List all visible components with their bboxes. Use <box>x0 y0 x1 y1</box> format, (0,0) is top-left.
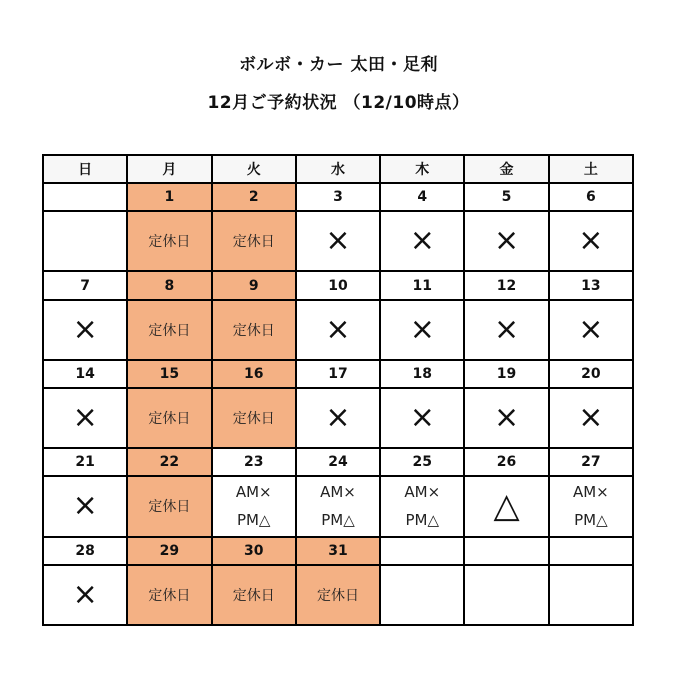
date-cell: 9 <box>212 271 296 299</box>
weekday-header: 木 <box>380 155 464 183</box>
am-status: AM× <box>404 483 441 502</box>
cross-mark-icon: × <box>325 400 351 436</box>
status-row <box>43 211 633 271</box>
am-status: AM× <box>320 483 356 502</box>
am-status: AM× <box>572 483 609 502</box>
closed-label: 定休日 <box>148 587 191 604</box>
fully-booked-cell <box>549 300 633 360</box>
date-cell: 2 <box>212 183 296 211</box>
cross-mark-icon: × <box>325 223 351 259</box>
date-cell: 7 <box>43 271 127 299</box>
date-cell: 26 <box>464 448 548 476</box>
date-cell: 30 <box>212 537 296 565</box>
am-pm-status-cell <box>212 476 296 536</box>
closed-label: 定休日 <box>148 411 191 428</box>
date-cell <box>43 183 127 211</box>
pm-status: PM△ <box>574 511 608 530</box>
fully-booked-cell <box>549 388 633 448</box>
date-cell: 15 <box>127 360 211 388</box>
pm-status: PM△ <box>236 511 271 530</box>
closed-day-cell <box>296 565 380 625</box>
date-row <box>43 360 633 388</box>
date-cell: 11 <box>380 271 464 299</box>
date-cell: 12 <box>464 271 548 299</box>
fully-booked-cell <box>464 211 548 271</box>
closed-day-cell <box>212 388 296 448</box>
pm-status: PM△ <box>321 511 355 530</box>
cross-mark-icon: × <box>325 311 351 347</box>
weekday-header: 火 <box>212 155 296 183</box>
cross-mark-icon: × <box>72 400 98 436</box>
fully-booked-cell <box>296 211 380 271</box>
date-cell: 20 <box>549 360 633 388</box>
date-cell: 27 <box>549 448 633 476</box>
triangle-mark-icon: △ <box>493 486 520 527</box>
closed-label: 定休日 <box>148 234 191 251</box>
date-row <box>43 537 633 565</box>
closed-label: 定休日 <box>232 322 275 339</box>
weekday-header: 土 <box>549 155 633 183</box>
date-cell <box>549 537 633 565</box>
cross-mark-icon: × <box>578 223 604 259</box>
cross-mark-icon: × <box>409 311 435 347</box>
closed-label: 定休日 <box>232 411 275 428</box>
page-title: ボルボ・カー 太田・足利 <box>239 55 438 75</box>
cross-mark-icon: × <box>72 576 98 612</box>
closed-day-cell <box>212 211 296 271</box>
status-row <box>43 476 633 536</box>
weekday-header: 水 <box>296 155 380 183</box>
cross-mark-icon: × <box>493 223 520 259</box>
closed-day-cell <box>127 476 211 536</box>
date-cell: 8 <box>127 271 211 299</box>
fully-booked-cell <box>380 300 464 360</box>
date-row <box>43 183 633 211</box>
empty-cell <box>464 565 548 625</box>
closed-day-cell <box>127 388 211 448</box>
fully-booked-cell <box>43 388 127 448</box>
status-row <box>43 565 633 625</box>
closed-day-cell <box>127 565 211 625</box>
date-cell: 18 <box>380 360 464 388</box>
reservation-calendar <box>42 154 634 626</box>
weekday-header: 月 <box>127 155 211 183</box>
cross-mark-icon: × <box>493 400 520 436</box>
cross-mark-icon: × <box>493 311 520 347</box>
closed-day-cell <box>127 300 211 360</box>
date-cell: 25 <box>380 448 464 476</box>
date-cell <box>380 537 464 565</box>
date-cell: 16 <box>212 360 296 388</box>
am-pm-status-cell <box>296 476 380 536</box>
closed-day-cell <box>127 211 211 271</box>
date-cell: 10 <box>296 271 380 299</box>
fully-booked-cell <box>296 300 380 360</box>
date-cell: 28 <box>43 537 127 565</box>
date-cell: 1 <box>127 183 211 211</box>
fully-booked-cell <box>380 388 464 448</box>
weekday-header: 金 <box>464 155 548 183</box>
fully-booked-cell <box>380 211 464 271</box>
date-row <box>43 448 633 476</box>
date-cell: 24 <box>296 448 380 476</box>
date-cell: 29 <box>127 537 211 565</box>
date-row <box>43 271 633 299</box>
date-cell: 5 <box>464 183 548 211</box>
date-cell: 31 <box>296 537 380 565</box>
date-cell: 13 <box>549 271 633 299</box>
cross-mark-icon: × <box>578 311 604 347</box>
fully-booked-cell <box>549 211 633 271</box>
fully-booked-cell <box>464 388 548 448</box>
date-cell: 21 <box>43 448 127 476</box>
closed-label: 定休日 <box>316 587 359 604</box>
status-row <box>43 388 633 448</box>
am-pm-status-cell <box>380 476 464 536</box>
date-cell: 14 <box>43 360 127 388</box>
date-cell: 23 <box>212 448 296 476</box>
closed-day-cell <box>212 565 296 625</box>
cross-mark-icon: × <box>578 400 604 436</box>
closed-label: 定休日 <box>232 234 275 251</box>
date-cell: 3 <box>296 183 380 211</box>
pm-status: PM△ <box>405 511 440 530</box>
closed-label: 定休日 <box>232 587 275 604</box>
weekday-header-row <box>43 155 633 183</box>
closed-label: 定休日 <box>148 499 191 516</box>
date-cell: 19 <box>464 360 548 388</box>
am-pm-status-cell <box>549 476 633 536</box>
date-cell: 22 <box>127 448 211 476</box>
fully-booked-cell <box>296 388 380 448</box>
cross-mark-icon: × <box>409 223 435 259</box>
cross-mark-icon: × <box>72 311 98 347</box>
empty-cell <box>549 565 633 625</box>
am-status: AM× <box>235 483 272 502</box>
weekday-header: 日 <box>43 155 127 183</box>
empty-cell <box>43 211 127 271</box>
fully-booked-cell <box>43 300 127 360</box>
status-row <box>43 300 633 360</box>
fully-booked-cell <box>43 565 127 625</box>
fully-booked-cell <box>464 300 548 360</box>
fully-booked-cell <box>43 476 127 536</box>
cross-mark-icon: × <box>409 400 435 436</box>
closed-label: 定休日 <box>148 322 191 339</box>
closed-day-cell <box>212 300 296 360</box>
date-cell: 17 <box>296 360 380 388</box>
date-cell: 6 <box>549 183 633 211</box>
date-cell <box>464 537 548 565</box>
cross-mark-icon: × <box>72 488 98 524</box>
empty-cell <box>380 565 464 625</box>
few-slots-cell <box>464 476 548 536</box>
date-cell: 4 <box>380 183 464 211</box>
page-subtitle: 12月ご予約状況 （12/10時点） <box>207 93 470 113</box>
